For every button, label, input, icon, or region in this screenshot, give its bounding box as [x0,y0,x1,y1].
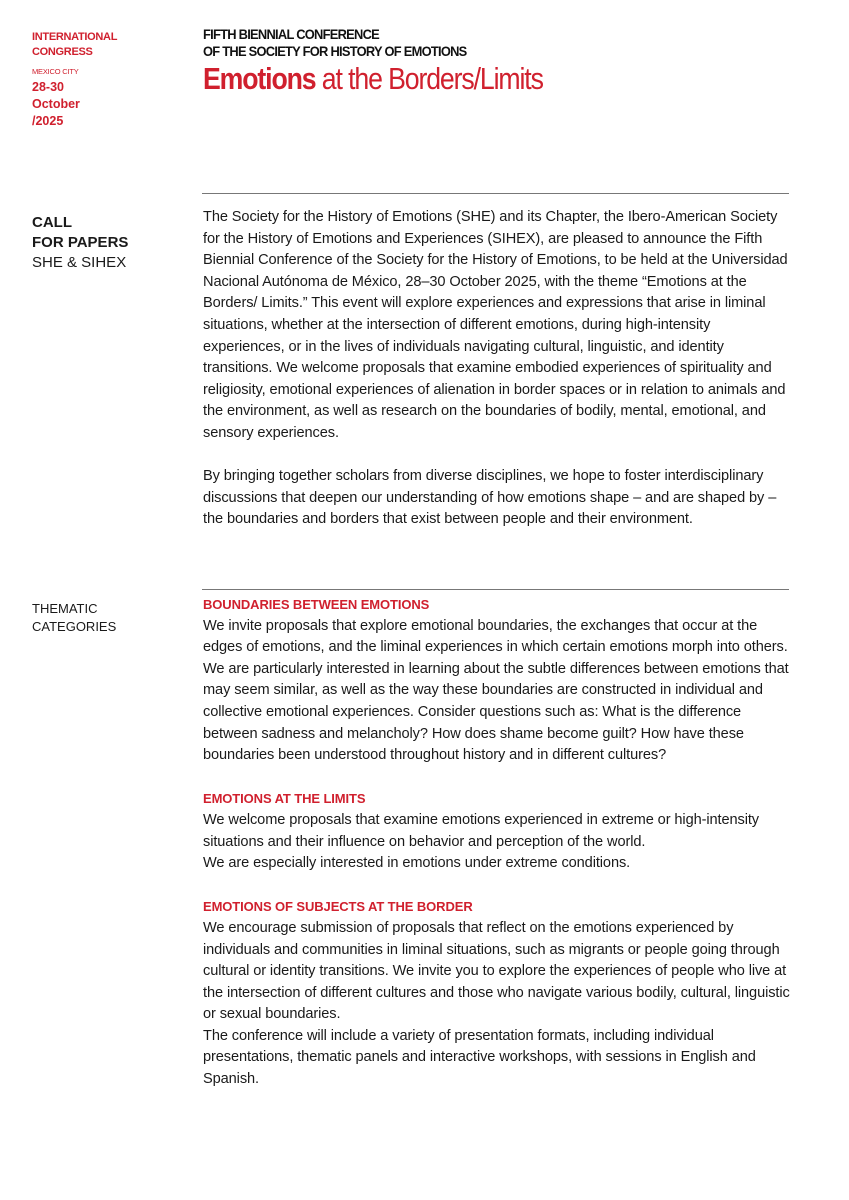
title-bold: Emotions [203,61,316,96]
thematic-label-line-2: CATEGORIES [32,619,117,634]
conference-line-2: OF THE SOCIETY FOR HISTORY OF EMOTIONS [203,43,467,59]
date-line-2: October [32,97,80,111]
date-line-1: 28-30 [32,80,64,94]
conference-line-1: FIFTH BIENNIAL CONFERENCE [203,26,380,42]
theme-section [203,594,793,767]
event-badge [32,30,182,128]
title-rest: at the Borders/Limits [315,61,543,96]
intro-paragraph-2: By bringing together scholars from diverse disciplines, we hope to foster interdisciplinary discussions that deepen our understanding of how emotions shape – and are shaped by – the boundaries and borders that exist between people and their environment. [203,468,777,528]
theme-paragraph: The conference will include a variety of presentation formats, including individual presentations, thematic panels and interactive workshops, with sessions in English and Spanish. [203,1027,756,1088]
cfp-line-1: CALL [32,214,72,231]
divider-middle [202,589,789,590]
theme-paragraph: We invite proposals that explore emotional boundaries, the exchanges that occur at the edges of emotions, and the liminal experiences in which certain emotions morph into others. We are particularly interested in learning about the subtle differences between emotions that may seem similar, as well as the way these boundaries are constructed in individual and collective emotional experiences. Consider questions such as: What is the difference between sadness and melancholy? How does shame become guilt? How have these boundaries been understood throughout history and in different cultures? [203,617,789,764]
cfp-label [32,213,182,273]
thematic-label [32,600,182,636]
intro-paragraph-1: The Society for the History of Emotions (SHE) and its Chapter, the Ibero-American Society for the History of Emotions and Experiences (SIHEX), are pleased to announce the Fifth Biennial Conference of the Society for the History of Emotions, to be held at the Universidad Nacional Autónoma de México, 28–30 October 2025, with the theme “Emotions at the Borders/ Limits.” This event will explore experiences and expressions that arise in liminal situations, whether at the intersection of different emotions, during high-intensity experiences, or in the lives of individuals navigating cultural, linguistic, and identity transitions. We welcome proposals that examine embodied experiences of spirituality and religiosity, emotional experiences of alienation in border spaces or in relation to animals and the environment, as well as research on the boundaries of bodily, mental, emotional, and sensory experiences. [203,209,788,441]
theme-paragraph: We welcome proposals that examine emotions experienced in extreme or high-intensity situations and their influence on behavior and perception of the world. [203,811,760,850]
congress-line-1: INTERNATIONAL [32,31,118,43]
thematic-label-line-1: THEMATIC [32,601,98,616]
theme-section [203,788,793,874]
theme-heading: EMOTIONS OF SUBJECTS AT THE BORDER [203,899,473,915]
date-line-3: /2025 [32,114,64,128]
cfp-line-3: SHE & SIHEX [32,254,127,271]
conference-title [203,61,719,97]
theme-paragraph: We encourage submission of proposals that reflect on the emotions experienced by individuals and communities in liminal situations, such as migrants or people going through cultural or identity transitions. We invite you to explore the experiences of people who live at the intersection of different cultures and those who navigate various bodily, cultural, linguistic or sexual boundaries. [203,919,790,1023]
congress-line-2: CONGRESS [32,46,93,58]
conference-heading [203,26,803,97]
intro-text [203,207,793,531]
theme-section [203,896,793,1090]
divider-top [202,193,789,194]
theme-heading: EMOTIONS AT THE LIMITS [203,791,366,807]
thematic-sections [203,594,793,1091]
cfp-line-2: FOR PAPERS [32,234,129,251]
theme-heading: BOUNDARIES BETWEEN EMOTIONS [203,597,430,612]
theme-paragraph: We are especially interested in emotions under extreme conditions. [203,855,631,872]
city-label: MEXICO CITY [32,67,79,76]
